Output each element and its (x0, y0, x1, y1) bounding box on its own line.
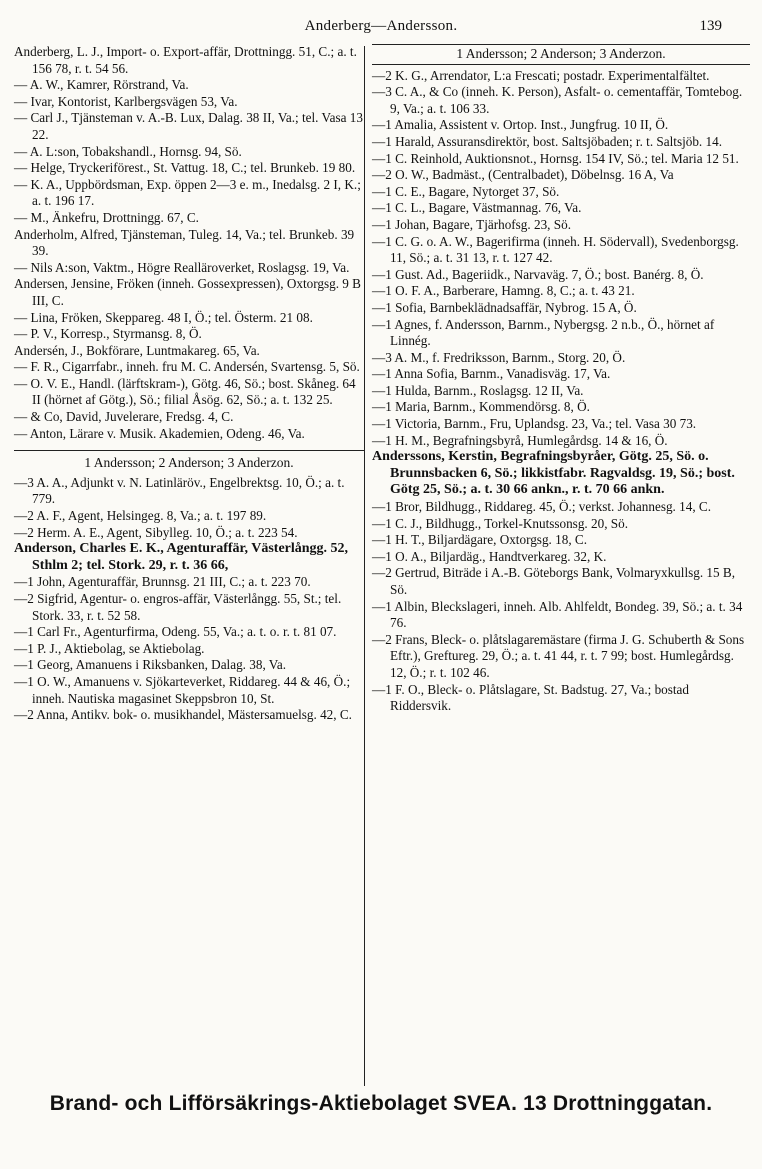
page-number: 139 (699, 18, 722, 34)
directory-entry: —1 Hulda, Barnm., Roslagsg. 12 II, Va. (372, 382, 584, 398)
directory-entry: —1 H. T., Biljardägare, Oxtorgsg. 18, C. (372, 532, 588, 548)
directory-entry: —1 O. A., Biljardäg., Handtverkareg. 32, K. (372, 548, 607, 564)
directory-entry: —2 Herm. A. E., Agent, Sibylleg. 10, Ö.; a. t. 223 54. (14, 524, 298, 540)
directory-entry: — Lina, Fröken, Skeppareg. 48 I, Ö.; tel. Österm. 21 08. (14, 309, 313, 325)
directory-entry: — A. L:son, Tobakshandl., Hornsg. 94, Sö. (14, 143, 242, 159)
directory-entry: —1 C. Reinhold, Auktionsnot., Hornsg. 154 IV, Sö.; tel. Maria 12 51. (372, 150, 739, 166)
directory-entry: —2 Gertrud, Biträde i A.-B. Göteborgs Bank, Volmaryxkullsg. 15 B, Sö. (372, 565, 736, 597)
directory-entry: Anderberg, L. J., Import- o. Export-affär, Drottningg. 51, C.; a. t. 156 78, r. t. 54 56. (14, 44, 357, 76)
directory-entry: —1 Sofia, Barnbeklädnadsaffär, Nybrog. 15 A, Ö. (372, 299, 637, 315)
directory-entry: — Ivar, Kontorist, Karlbergsvägen 53, Va. (14, 93, 238, 109)
directory-entry: —1 Victoria, Barnm., Fru, Uplandsg. 23, Va.; tel. Vasa 30 73. (372, 416, 697, 432)
directory-entry: —2 Sigfrid, Agentur- o. engros-affär, Västerlångg. 55, St.; tel. Stork. 33, r. t. 52 58. (14, 591, 342, 623)
directory-entry: — M., Änkefru, Drottningg. 67, C. (14, 209, 199, 225)
directory-entry: —1 Anna Sofia, Barnm., Vanadisväg. 17, Va. (372, 366, 611, 382)
section-heading: 1 Andersson; 2 Anderson; 3 Anderzon. (84, 455, 294, 471)
directory-entry: —1 John, Agenturaffär, Brunnsg. 21 III, C.; a. t. 223 70. (14, 574, 311, 590)
directory-entry: —1 C. G. o. A. W., Bagerifirma (inneh. H. Södervall), Svedenborgsg. 11, Sö.; a. t. 31 13, r. t. 127 42. (372, 233, 739, 266)
directory-entry: —1 C. L., Bagare, Västmannag. 76, Va. (372, 200, 582, 216)
directory-entry: —1 C. E., Bagare, Nytorget 37, Sö. (372, 183, 560, 199)
directory-entry: —2 Anna, Antikv. bok- o. musikhandel, Mästersamuelsg. 42, C. (14, 707, 352, 723)
directory-entry: — Helge, Tryckeriförest., St. Vattug. 18, C.; tel. Brunkeb. 19 80. (14, 160, 356, 176)
column-divider (364, 46, 365, 1086)
section-heading: 1 Andersson; 2 Anderson; 3 Anderzon. (372, 44, 750, 65)
running-title: Anderberg—Andersson. (304, 18, 458, 34)
directory-entry-bold: Anderson, Charles E. K., Agenturaffär, Västerlångg. 52, Sthlm 2; tel. Stork. 29, r. t. 36 66, (14, 541, 349, 573)
directory-entry: Anderholm, Alfred, Tjänsteman, Tuleg. 14, Va.; tel. Brunkeb. 39 39. (14, 226, 355, 259)
directory-entry: —1 P. J., Aktiebolag, se Aktiebolag. (14, 640, 205, 656)
directory-entry: —2 Frans, Bleck- o. plåtslagaremästare (firma J. G. Schuberth & Sons Eftr.), Greftureg. 29, Ö.; a. t. 41 44, r. t. 7 99; bost. Humlegårdsg. 12, Ö.; r. t. 102 46. (372, 631, 745, 680)
directory-entry: —1 O. W., Amanuens v. Sjökarteverket, Riddareg. 44 & 46, Ö.; inneh. Nautiska magasinet Skeppsbron 10, St. (14, 673, 351, 706)
directory-entry: Andersen, Jensine, Fröken (inneh. Gossexpressen), Oxtorgsg. 9 B III, C. (14, 276, 361, 308)
directory-entry: —3 A. M., f. Fredriksson, Barnm., Storg. 20, Ö. (372, 349, 626, 365)
directory-entry: —1 Bror, Bildhugg., Riddareg. 45, Ö.; verkst. Johannesg. 14, C. (372, 499, 712, 515)
directory-entry: —1 Johan, Bagare, Tjärhofsg. 23, Sö. (372, 216, 572, 232)
directory-entry: — Nils A:son, Vaktm., Högre Realläroverket, Roslagsg. 19, Va. (14, 259, 350, 275)
left-column (14, 44, 364, 724)
directory-entry: —1 Agnes, f. Andersson, Barnm., Nybergsg. 2 n.b., Ö., hörnet af Linnég. (372, 316, 715, 349)
directory-entry: —2 A. F., Agent, Helsingeg. 8, Va.; a. t. 197 89. (14, 508, 267, 524)
directory-entry: —1 H. M., Begrafningsbyrå, Humlegårdsg. 14 & 16, Ö. (372, 432, 668, 448)
directory-entry-bold: Anderssons, Kerstin, Begrafningsbyråer, Götg. 25, Sö. o. Brunnsbacken 6, Sö.; likkistfabr. Ragvaldsg. 19, Sö.; bost. Götg 25, Sö.; a. t. 30 66 ankn., r. t. 70 66 ankn. (372, 449, 735, 498)
directory-entry: — A. W., Kamrer, Rörstrand, Va. (14, 77, 189, 93)
directory-entry: —3 A. A., Adjunkt v. N. Latinläröv., Engelbrektsg. 10, Ö.; a. t. 779. (14, 474, 345, 507)
directory-entry: —1 O. F. A., Barberare, Hamng. 8, C.; a. t. 43 21. (372, 283, 635, 299)
directory-entry: —1 Amalia, Assistent v. Ortop. Inst., Jungfrug. 10 II, Ö. (372, 117, 669, 133)
directory-entry: —1 C. J., Bildhugg., Torkel-Knutssonsg. 20, Sö. (372, 515, 629, 531)
directory-entry: —2 K. G., Arrendator, L:a Frescati; postadr. Experimentalfältet. (372, 67, 710, 83)
directory-entry: — & Co, David, Juvelerare, Fredsg. 4, C. (14, 409, 234, 425)
right-column (372, 44, 750, 715)
directory-entry: —2 O. W., Badmäst., (Centralbadet), Döbelnsg. 16 A, Va (372, 167, 674, 183)
directory-entry: —1 Harald, Assuransdirektör, bost. Saltsjöbaden; r. t. Saltsjöb. 14. (372, 133, 723, 149)
directory-entry: —1 Georg, Amanuens i Riksbanken, Dalag. 38, Va. (14, 657, 287, 673)
directory-entry: —3 C. A., & Co (inneh. K. Person), Asfalt- o. cementaffär, Tomtebog. 9, Va.; a. t. 106 33. (372, 84, 743, 116)
directory-entry: — P. V., Korresp., Styrmansg. 8, Ö. (14, 326, 202, 342)
directory-entry: —1 Albin, Bleckslageri, inneh. Alb. Ahlfeldt, Bondeg. 39, Sö.; a. t. 34 76. (372, 598, 743, 631)
advertisement-footer: Brand- och Lifförsäkrings-Aktiebolaget SVEA. 13 Drottninggatan. (49, 1092, 713, 1115)
directory-entry: — O. V. E., Handl. (lärftskram-), Götg. 46, Sö.; bost. Skåneg. 64 II (hörnet af Götg.), Sö.; filial Åsög. 62, Sö.; a. t. 132 25. (14, 375, 356, 408)
section-rule (14, 450, 364, 451)
directory-entry: Andersén, J., Bokförare, Luntmakareg. 65, Va. (14, 342, 260, 358)
page-header (0, 18, 762, 42)
directory-entry: —1 Maria, Barnm., Kommendörsg. 8, Ö. (372, 399, 590, 415)
directory-entry: —1 Carl Fr., Agenturfirma, Odeng. 55, Va.; a. t. o. r. t. 81 07. (14, 624, 337, 640)
directory-entry: — F. R., Cigarrfabr., inneh. fru M. C. Andersén, Svartensg. 5, Sö. (14, 359, 360, 375)
directory-entry: — Carl J., Tjänsteman v. A.-B. Lux, Dalag. 38 II, Va.; tel. Vasa 13 22. (14, 110, 363, 142)
directory-entry: — K. A., Uppbördsman, Exp. öppen 2—3 e. m., Inedalsg. 2 I, K.; a. t. 196 17. (14, 176, 361, 209)
directory-entry: — Anton, Lärare v. Musik. Akademien, Odeng. 46, Va. (14, 425, 305, 441)
directory-entry: —1 F. O., Bleck- o. Plåtslagare, St. Badstug. 27, Va.; bostad Riddersvik. (372, 681, 690, 714)
directory-entry: —1 Gust. Ad., Bageriidk., Narvaväg. 7, Ö.; bost. Banérg. 8, Ö. (372, 266, 704, 282)
